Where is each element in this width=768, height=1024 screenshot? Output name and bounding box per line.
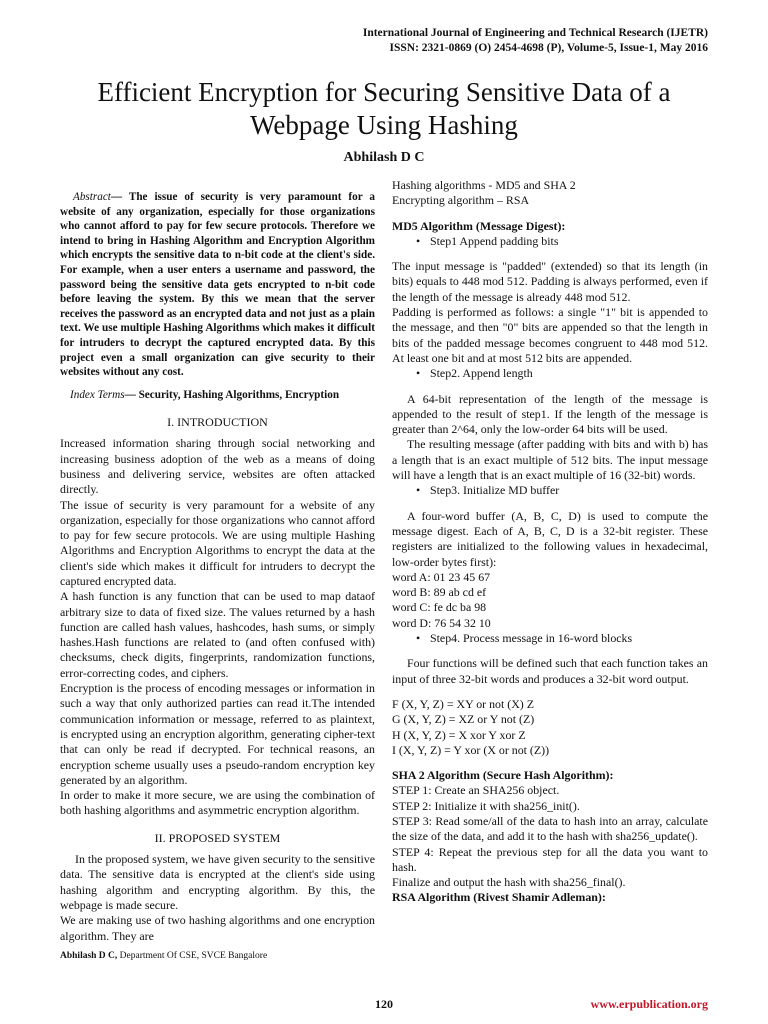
word-c: word C: fe dc ba 98 <box>392 600 487 615</box>
sha-finalize: Finalize and output the hash with sha256_final(). <box>392 875 626 890</box>
padding-paragraph-1: The input message is "padded" (extended) so that its length (in bits) equals to 448 mod 512. Padding is always performed, even if the length of the message is already 448 mod 512. <box>392 259 708 304</box>
word-b: word B: 89 ab cd ef <box>392 585 487 600</box>
intro-paragraph-5: In order to make it more secure, we are using the combination of both hashing algorithms and asymmetric encryption algorithm. <box>60 788 375 818</box>
title-line-2: Webpage Using Hashing <box>250 110 518 140</box>
left-column <box>60 190 375 944</box>
md5-step-3: • Step3. Initialize MD buffer <box>392 483 708 498</box>
encrypting-algorithm-line: Encrypting algorithm – RSA <box>392 193 530 208</box>
footnote-affiliation: Department Of CSE, SVCE Bangalore <box>117 951 268 961</box>
title-line-1: Efficient Encryption for Securing Sensitive Data of a <box>97 77 671 107</box>
md5-heading: MD5 Algorithm (Message Digest): <box>392 218 566 233</box>
abstract-label: Abstract <box>73 191 111 203</box>
author-name: Abhilash D C <box>343 150 425 165</box>
author-footnote <box>60 951 267 961</box>
index-terms <box>60 388 375 403</box>
padding-paragraph-2: Padding is performed as follows: a single "1" bit is appended to the message, and then "0" bits are appended so that the length in bits of the padded message becomes congruent to 448 mod 512. At least one bit and at most 512 bits are appended. <box>392 305 708 365</box>
section-heading-introduction: I. INTRODUCTION <box>167 415 268 430</box>
sha-step-4: STEP 4: Repeat the previous step for all the data you want to hash. <box>392 844 708 874</box>
right-column <box>392 178 708 906</box>
hashing-algorithms-line: Hashing algorithms - MD5 and SHA 2 <box>392 178 576 192</box>
index-terms-text: — Security, Hashing Algorithms, Encryption <box>124 388 340 401</box>
md5-step-4: • Step4. Process message in 16-word blocks <box>392 631 708 646</box>
journal-name: International Journal of Engineering and Technical Research (IJETR) <box>362 27 708 39</box>
md5-step-1: • Step1 Append padding bits <box>392 234 708 249</box>
section-heading-proposed-system: II. PROPOSED SYSTEM <box>154 830 281 845</box>
abstract-text: — The issue of security is very paramount for a website of any organization, especially for those organizations who cannot afford to pay for few secure protocols. Therefore we intend to bring in Hashing Algorithm and Encryption Algorithm which encrypts the sensitive data to n-bit code at the client's side. For example, when a user enters a username and password, the password being the sensitive data gets encrypted to n-bit code before leaving the system. By this we mean that the server receives the password as an encrypted data and not just as a plain text. We use multiple Hashing Algorithms which makes it difficult for intruders to decrypt the captured encrypted data. By this project even a small organization can give security to their websites without any cost. <box>60 191 375 379</box>
intro-paragraph-4: Encryption is the process of encoding messages or information in such a way that only authorized parties can read it.The intended communication information or message, referred to as plaintext, is encrypted using an encryption algorithm, generating cipher-text that can only be read if decrypted. For technical reasons, an encryption scheme usually uses a pseudo-random encryption key generated by an algorithm. <box>60 681 375 787</box>
sha2-heading: SHA 2 Algorithm (Secure Hash Algorithm): <box>392 768 614 783</box>
paper-title <box>50 76 718 142</box>
intro-paragraph-3: A hash function is any function that can be used to map dataof arbitrary size to data of fixed size. The values returned by a hash function are called hash values, hashcodes, hash sums, or simply hashes.Hash functions are related to (and often confused with) checksums, check digits, fingerprints, randomization functions, error-correcting codes, and ciphers. <box>60 589 375 680</box>
function-f: F (X, Y, Z) = XY or not (X) Z <box>392 696 535 711</box>
proposed-paragraph-1: In the proposed system, we have given security to the sensitive data. The sensitive data is encrypted at the client's side using hashing algorithm and encrypting algorithm. By this, the webpage is made secure. <box>60 852 375 912</box>
index-terms-label: Index Terms <box>70 388 125 401</box>
word-a: word A: 01 23 45 67 <box>392 569 491 584</box>
function-i: I (X, Y, Z) = Y xor (X or not (Z)) <box>392 742 550 757</box>
length-paragraph-1: A 64-bit representation of the length of the message is appended to the result of step1. If the length of the message is greater than 2^64, only the low-order 64 bits will be used. <box>392 391 708 437</box>
length-paragraph-2: The resulting message (after padding with bits and with b) has a length that is an exact multiple of 512 bits. The input message will have a length that is an exact multiple of 16 (32-bit) words. <box>392 437 708 483</box>
footnote-author: Abhilash D C, <box>60 951 118 961</box>
word-d: word D: 76 54 32 10 <box>392 615 491 630</box>
functions-paragraph: Four functions will be defined such that each function takes an input of three 32-bit words and produces a 32-bit word output. <box>392 656 708 686</box>
intro-paragraph-1: Increased information sharing through social networking and increasing business adoption of the web as a means of doing business and delivering service, websites are often attacked directly. <box>60 436 375 497</box>
page-number: 120 <box>375 997 393 1011</box>
md5-step-2: • Step2. Append length <box>392 366 708 381</box>
sha-step-3: STEP 3: Read some/all of the data to hash into an array, calculate the size of the data, and add it to the hash with sha256_update(). <box>392 813 708 844</box>
publisher-website: www.erpublication.org <box>590 997 708 1011</box>
function-g: G (X, Y, Z) = XZ or Y not (Z) <box>392 712 535 727</box>
function-h: H (X, Y, Z) = X xor Y xor Z <box>392 727 526 742</box>
rsa-heading: RSA Algorithm (Rivest Shamir Adleman): <box>392 890 606 905</box>
journal-header <box>363 26 708 56</box>
journal-issn: ISSN: 2321-0869 (O) 2454-4698 (P), Volume-5, Issue-1, May 2016 <box>389 42 708 54</box>
sha-step-1: STEP 1: Create an SHA256 object. <box>392 783 560 798</box>
sha-step-2: STEP 2: Initialize it with sha256_init(). <box>392 798 580 813</box>
abstract <box>60 190 375 380</box>
proposed-paragraph-2: We are making use of two hashing algorithms and one encryption algorithm. They are <box>60 913 375 943</box>
buffer-paragraph: A four-word buffer (A, B, C, D) is used to compute the message digest. Each of A, B, C, D is a 32-bit register. These registers are initialized to the following values in hexadecimal, low-order bytes first): <box>392 508 708 569</box>
intro-paragraph-2: The issue of security is very paramount for a website of any organization, especially for those organizations who cannot afford to pay for few secure protocols. We are using multiple Hashing Algorithms and Encryption Algorithms to encrypt the data at the client's side which makes it difficult for intruders to decrypt the captured encrypted data. <box>60 497 375 588</box>
